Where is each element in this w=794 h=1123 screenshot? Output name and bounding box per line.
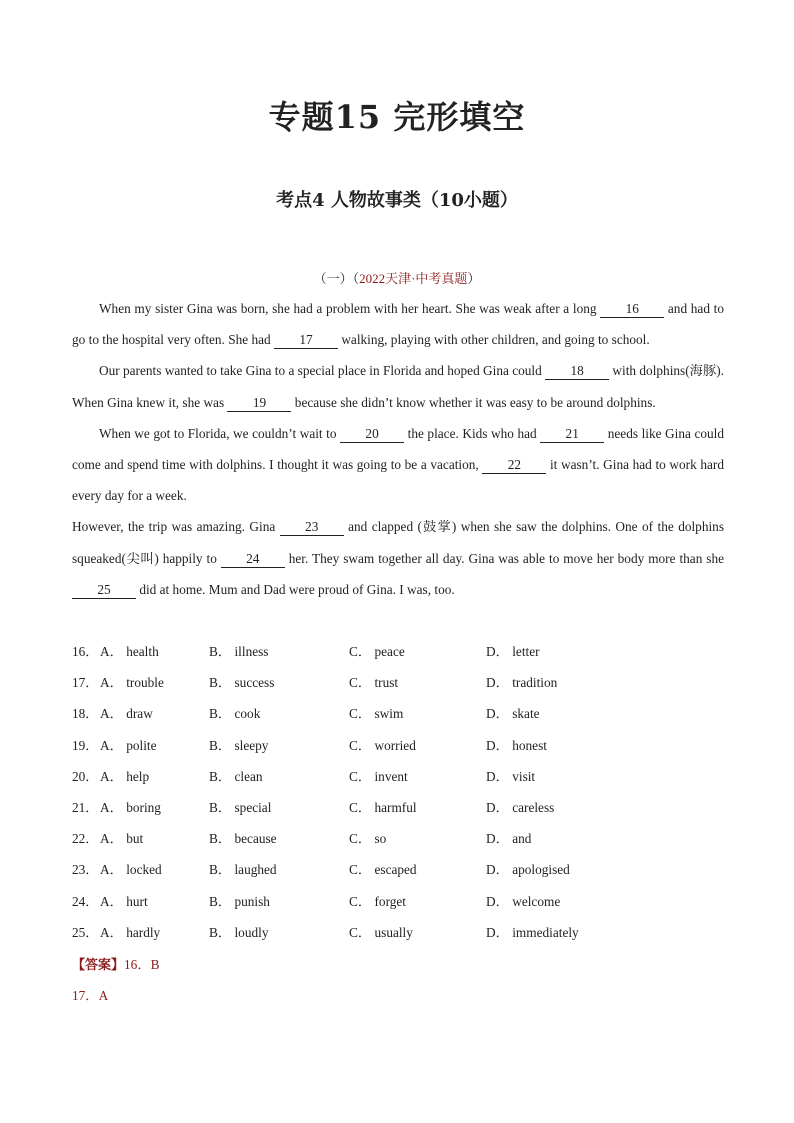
question-row (72, 761, 724, 792)
option-d: D． letter (486, 644, 540, 659)
text-run: with dolphins(海豚). When Gina knew it, she was (72, 363, 724, 410)
question-number: 25． (72, 924, 99, 940)
option-a: A． boring (100, 799, 161, 815)
answer-16: 16．B (124, 957, 160, 972)
question-number: 21． (72, 799, 99, 815)
option-b: B． special (209, 799, 272, 815)
blank-20: 20 (340, 426, 404, 443)
option-d: D． and (486, 831, 532, 847)
source-close: ） (467, 271, 481, 286)
question-row (72, 636, 724, 667)
question-row (72, 917, 724, 948)
option-c: C． usually (349, 924, 413, 940)
blank-22: 22 (482, 457, 546, 474)
text-run: Our parents wanted to take Gina to a special place in Florida and hoped Gina could (99, 363, 546, 379)
answer-17: 17．A (72, 988, 109, 1003)
blank-17: 17 (274, 332, 338, 349)
page-title: 专题15 完形填空 (268, 98, 526, 136)
answer-label: 【答案】 (72, 958, 125, 973)
blank-16: 16 (600, 301, 664, 318)
option-b: B． clean (209, 768, 263, 784)
option-c: C． harmful (349, 799, 417, 815)
option-c: C． so (349, 831, 387, 847)
source-open: （一）（ (313, 271, 360, 286)
option-a: A． hurt (100, 893, 148, 909)
option-d: D． careless (486, 799, 555, 815)
question-row (72, 854, 724, 885)
question-number: 23． (72, 862, 99, 878)
option-b: B． loudly (209, 924, 269, 940)
text-run: the place. Kids who had (404, 425, 541, 441)
text-run: However, the trip was amazing. Gina (72, 519, 280, 535)
text-run: When my sister Gina was born, she had a problem with her heart. She was weak after a long (99, 301, 601, 316)
option-a: A． health (100, 644, 159, 659)
section-subtitle: 考点4 人物故事类（10小题） (276, 190, 518, 211)
option-a: A． help (100, 768, 150, 784)
text-run: needs like Gina could come and spend time with dolphins. I thought it was going to be a vacation, (72, 425, 724, 473)
blank-21: 21 (540, 426, 604, 443)
option-c: C． swim (349, 706, 404, 722)
question-row (72, 698, 724, 729)
question-number: 19． (72, 737, 99, 753)
option-b: B． sleepy (209, 737, 269, 753)
question-row (72, 792, 724, 823)
option-d: D． skate (486, 706, 540, 722)
question-number: 20． (72, 768, 99, 784)
source-text: 2022天津·中考真题 (359, 271, 468, 286)
blank-24: 24 (221, 551, 285, 568)
option-c: C． forget (349, 893, 406, 909)
option-d: D． immediately (486, 924, 579, 940)
answer-line-16 (72, 949, 159, 981)
option-b: B． laughed (209, 862, 277, 878)
passage-source (0, 268, 794, 287)
answer-options (72, 636, 724, 948)
option-c: C． trust (349, 675, 399, 691)
option-b: B． because (209, 831, 277, 847)
question-number: 24． (72, 893, 99, 909)
blank-19: 19 (227, 395, 291, 412)
option-a: A． locked (100, 862, 162, 878)
text-run: it wasn’t. Gina had to work hard every day for a week. (72, 457, 724, 504)
option-d: D． tradition (486, 675, 558, 691)
question-number: 16． (72, 644, 99, 659)
option-a: A． polite (100, 737, 157, 753)
question-row (72, 730, 724, 761)
option-d: D． honest (486, 737, 547, 753)
blank-18: 18 (545, 363, 609, 380)
option-c: C． escaped (349, 862, 417, 878)
text-run: When we got to Florida, we couldn’t wait to (99, 425, 341, 441)
text-run: walking, playing with other children, and going to school. (338, 332, 650, 348)
option-d: D． apologised (486, 862, 570, 878)
option-d: D． welcome (486, 893, 561, 909)
text-run: and had to go to the hospital very often. She had (72, 301, 725, 348)
question-row (72, 667, 724, 698)
answer-line-17 (72, 980, 108, 1011)
option-a: A． hardly (100, 924, 161, 940)
paragraph-3 (72, 418, 724, 512)
text-run: did at home. Mum and Dad were proud of Gina. I was, too. (136, 581, 455, 597)
option-d: D． visit (486, 768, 536, 784)
option-c: C． peace (349, 644, 405, 659)
text-run: her. They swam together all day. Gina was able to move her body more than she (284, 550, 724, 566)
option-c: C． worried (349, 737, 416, 753)
option-b: B． illness (209, 644, 269, 659)
question-number: 22． (72, 831, 99, 847)
question-number: 17． (72, 675, 99, 691)
option-c: C． invent (349, 768, 408, 784)
blank-25: 25 (72, 582, 136, 599)
question-row (72, 886, 724, 917)
paragraph-4 (72, 511, 724, 605)
option-a: A． but (100, 831, 144, 847)
blank-23: 23 (280, 519, 344, 536)
text-run: and clapped (鼓掌) when she saw the dolphins. One of the dolphins squeaked(尖叫) happily to (72, 519, 724, 566)
text-run: because she didn’t know whether it was easy to be around dolphins. (291, 394, 656, 410)
option-b: B． punish (209, 893, 270, 909)
paragraph-1 (72, 293, 724, 355)
option-a: A． draw (100, 706, 153, 722)
question-number: 18． (72, 706, 99, 722)
cloze-passage (72, 293, 724, 605)
question-row (72, 823, 724, 854)
option-a: A． trouble (100, 675, 164, 691)
option-b: B． success (209, 675, 275, 691)
paragraph-2 (72, 355, 724, 417)
option-b: B． cook (209, 706, 261, 722)
